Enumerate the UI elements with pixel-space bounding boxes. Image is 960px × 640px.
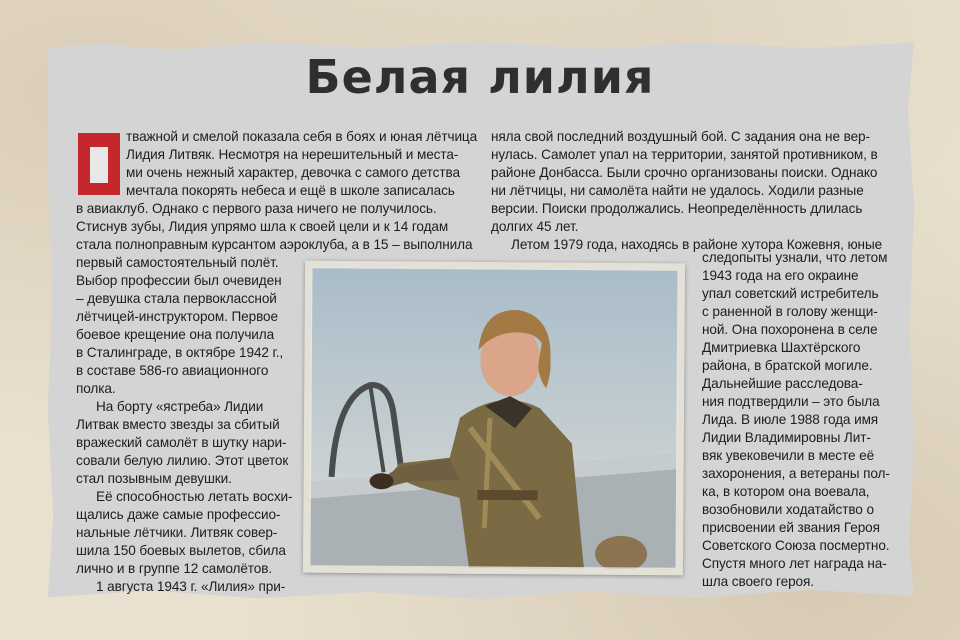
article-text-line: в авиаклуб. Однако с первого раза ничего не получилось. <box>76 201 437 216</box>
pilot-photo <box>303 261 685 576</box>
article-text-line: шла своего героя. <box>702 574 814 589</box>
article-text-line: щались даже самые профессио- <box>76 507 281 522</box>
article-text-line: Лидии Владимировны Лит- <box>702 430 871 445</box>
article-text-line: Советского Союза посмертно. <box>702 538 890 553</box>
article-text-line: следопыты узнали, что летом <box>702 250 888 265</box>
article-text-line: районе Донбасса. Были срочно организованы поиски. Однако <box>491 165 878 180</box>
article-text-line: района, в братской могиле. <box>702 358 873 373</box>
article-text-line: На борту «ястреба» Лидии <box>96 399 264 414</box>
article-col1-bottom <box>76 272 292 596</box>
article-text-line: нальные лётчики. Литвяк совер- <box>76 525 278 540</box>
article-text-line: Дальнейшие расследова- <box>702 376 863 391</box>
article-text-line: вражеский самолёт в шутку нари- <box>76 435 287 450</box>
article-text-line: ни лётчицы, ни самолёта найти не удалось. Ходили разные <box>491 183 864 198</box>
article-text-line: Летом 1979 года, находясь в районе хутора Кожевня, юные <box>511 237 883 252</box>
article-col2-bottom <box>702 249 888 591</box>
article-text-line: Выбор профессии был очевиден <box>76 273 282 288</box>
article-text-line: нулась. Самолет упал на территории, занятой противником, в <box>491 147 878 162</box>
article-text-line: возобновили ходатайство о <box>702 502 874 517</box>
article-text-line: Лида. В июле 1988 года имя <box>702 412 879 427</box>
article-text-line: боевое крещение она получила <box>76 327 275 342</box>
article-text-line: ка, в котором она воевала, <box>702 484 870 499</box>
article-text-line: в Сталинграде, в октябре 1942 г., <box>76 345 284 360</box>
article-text-line: вяк увековечили в месте её <box>702 448 875 463</box>
article-text-line: Её способностью летать восхи- <box>96 489 293 504</box>
article-text-line: лично и в группе 12 самолётов. <box>76 561 273 576</box>
article-text-line: 1 августа 1943 г. «Лилия» при- <box>96 579 286 594</box>
article-text-line: Спустя много лет награда на- <box>702 556 887 571</box>
article-text-line: с раненной в голову женщи- <box>702 304 878 319</box>
article-text-line: ми очень нежный характер, девочка с самого детства <box>126 165 460 180</box>
article-text-line: шила 150 боевых вылетов, сбила <box>76 543 286 558</box>
article-text-line: Лидия Литвяк. Несмотря на нерешительный и места- <box>126 147 459 162</box>
article-text-line: ной. Она похоронена в селе <box>702 322 878 337</box>
article-text-line: долгих 45 лет. <box>491 219 579 234</box>
article-text-line: мечтала покорять небеса и ещё в школе записалась <box>126 183 455 198</box>
article-col2-top <box>491 128 887 254</box>
article-title: Белая лилия <box>305 50 655 104</box>
article-text-line: в составе 586-го авиационного <box>76 363 269 378</box>
article-text-line: 1943 года на его окраине <box>702 268 859 283</box>
article-col1-top <box>76 128 478 272</box>
article-text-line: первый самостоятельный полёт. <box>76 255 279 270</box>
article-text-line: Дмитриевка Шахтёрского <box>702 340 861 355</box>
article-text-line: ния подтвердили – это была <box>702 394 880 409</box>
article-text-line: няла свой последний воздушный бой. С задания она не вер- <box>491 129 870 144</box>
article-text-line: Стиснув зубы, Лидия упрямо шла к своей цели и к 14 годам <box>76 219 449 234</box>
article-text-line: версии. Поиски продолжались. Неопределённость длилась <box>491 201 863 216</box>
article-text-line: – девушка стала первоклассной <box>76 291 277 306</box>
article-text-line: полка. <box>76 381 116 396</box>
article-text-line: упал советский истребитель <box>702 286 879 301</box>
article-text-line: совали белую лилию. Этот цветок <box>76 453 289 468</box>
article-text-line: Литвак вместо звезды за сбитый <box>76 417 280 432</box>
article-text-line: стал позывным девушки. <box>76 471 232 486</box>
article-text-line: лётчицей-инструктором. Первое <box>76 309 278 324</box>
pilot-photo-illustration <box>309 267 679 570</box>
article-text-line: захоронения, а ветераны пол- <box>702 466 890 481</box>
article-text-line: тважной и смелой показала себя в боях и юная лётчица <box>126 129 478 144</box>
article-text-line: стала полноправным курсантом аэроклуба, а в 15 – выполнила <box>76 237 473 252</box>
article-text-line: присвоении ей звания Героя <box>702 520 880 535</box>
